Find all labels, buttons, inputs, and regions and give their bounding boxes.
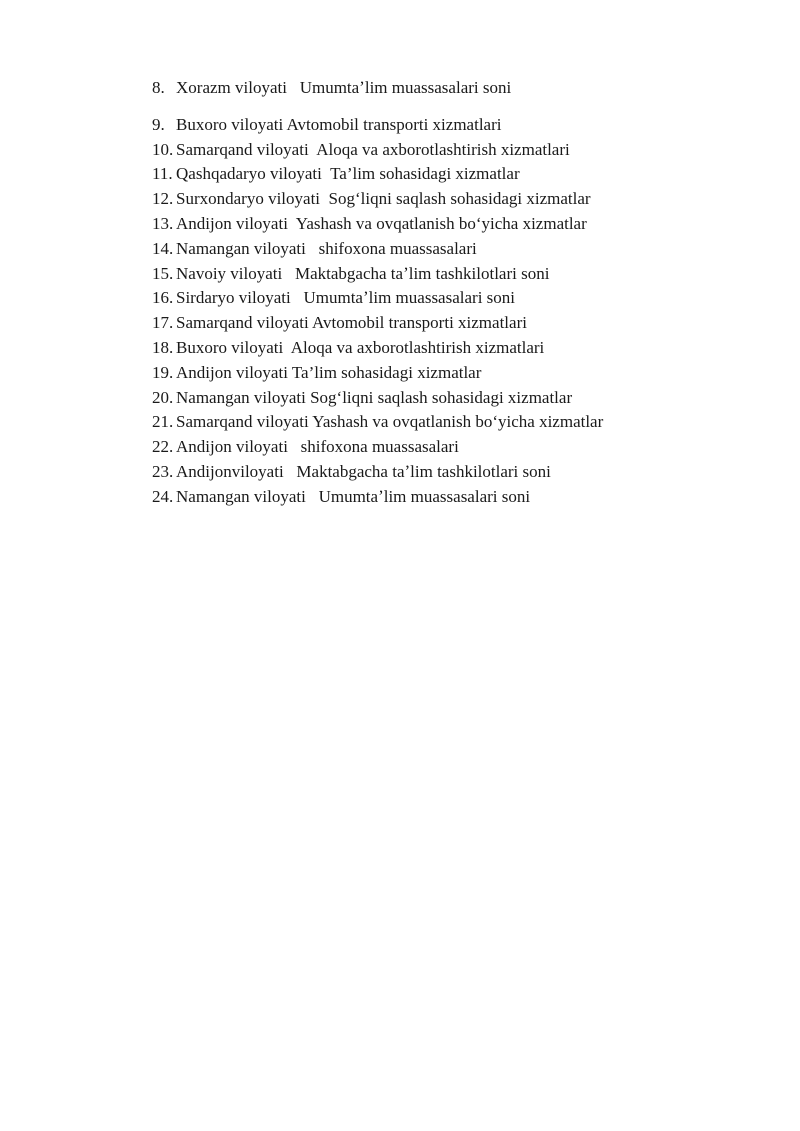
list-item	[152, 386, 772, 411]
list-item	[152, 237, 772, 262]
list-item	[152, 286, 772, 311]
list-item	[152, 212, 772, 237]
item-number: 17.	[152, 313, 174, 333]
item-number: 10.	[152, 139, 174, 159]
list-item	[152, 460, 772, 485]
item-number: 15.	[152, 263, 174, 283]
item-number: 9.	[152, 114, 165, 134]
list-item	[152, 262, 772, 287]
item-text: Andijon viloyati Ta’lim sohasidagi xizmatlar	[176, 362, 482, 382]
list-item	[152, 311, 772, 336]
item-text: Surxondaryo viloyati Sog‘liqni saqlash sohasidagi xizmatlar	[176, 189, 591, 209]
item-text: Buxoro viloyati Avtomobil transporti xizmatlari	[176, 114, 502, 134]
item-text: Buxoro viloyati Aloqa va axborotlashtirish xizmatlari	[176, 337, 545, 357]
item-number: 23.	[152, 461, 174, 481]
item-text: Samarqand viloyati Avtomobil transporti xizmatlari	[176, 313, 527, 333]
list-item	[152, 485, 772, 510]
item-text: Namangan viloyati Sog‘liqni saqlash sohasidagi xizmatlar	[176, 387, 573, 407]
item-text: Samarqand viloyati Aloqa va axborotlashtirish xizmatlari	[176, 139, 570, 159]
item-number: 18.	[152, 337, 174, 357]
item-text: Andijon viloyati Yashash va ovqatlanish bo‘yicha xizmatlar	[176, 213, 587, 233]
item-number: 24.	[152, 486, 174, 506]
list-item	[152, 162, 772, 187]
item-number: 21.	[152, 412, 174, 432]
item-number: 20.	[152, 387, 174, 407]
list-item	[152, 187, 772, 212]
list-item	[152, 76, 772, 101]
item-text: Andijon viloyati shifoxona muassasalari	[176, 437, 459, 457]
item-text: Navoiy viloyati Maktabgacha taʼlim tashkilotlari soni	[176, 263, 550, 283]
list-item	[152, 361, 772, 386]
list-item	[152, 336, 772, 361]
item-number: 14.	[152, 238, 174, 258]
item-text: Xorazm viloyati Umumtaʼlim muassasalari soni	[176, 78, 512, 97]
item-text: Andijonviloyati Maktabgacha taʼlim tashkilotlari soni	[176, 461, 551, 481]
item-text: Qashqadaryo viloyati Ta’lim sohasidagi xizmatlar	[176, 164, 520, 184]
item-text: Namangan viloyati Umumtaʼlim muassasalari soni	[176, 486, 531, 506]
item-text: Namangan viloyati shifoxona muassasalari	[176, 238, 477, 258]
item-number: 19.	[152, 362, 174, 382]
numbered-list	[152, 76, 772, 510]
item-number: 16.	[152, 288, 174, 308]
list-item	[152, 410, 772, 435]
item-number: 13.	[152, 213, 174, 233]
list-item	[152, 138, 772, 163]
list-item	[152, 113, 772, 138]
item-number: 11.	[152, 164, 173, 184]
item-number: 22.	[152, 437, 174, 457]
item-number: 12.	[152, 189, 174, 209]
item-number: 8.	[152, 78, 165, 97]
item-text: Sirdaryo viloyati Umumtaʼlim muassasalari soni	[176, 288, 516, 308]
item-text: Samarqand viloyati Yashash va ovqatlanish bo‘yicha xizmatlar	[176, 412, 604, 432]
list-item	[152, 435, 772, 460]
